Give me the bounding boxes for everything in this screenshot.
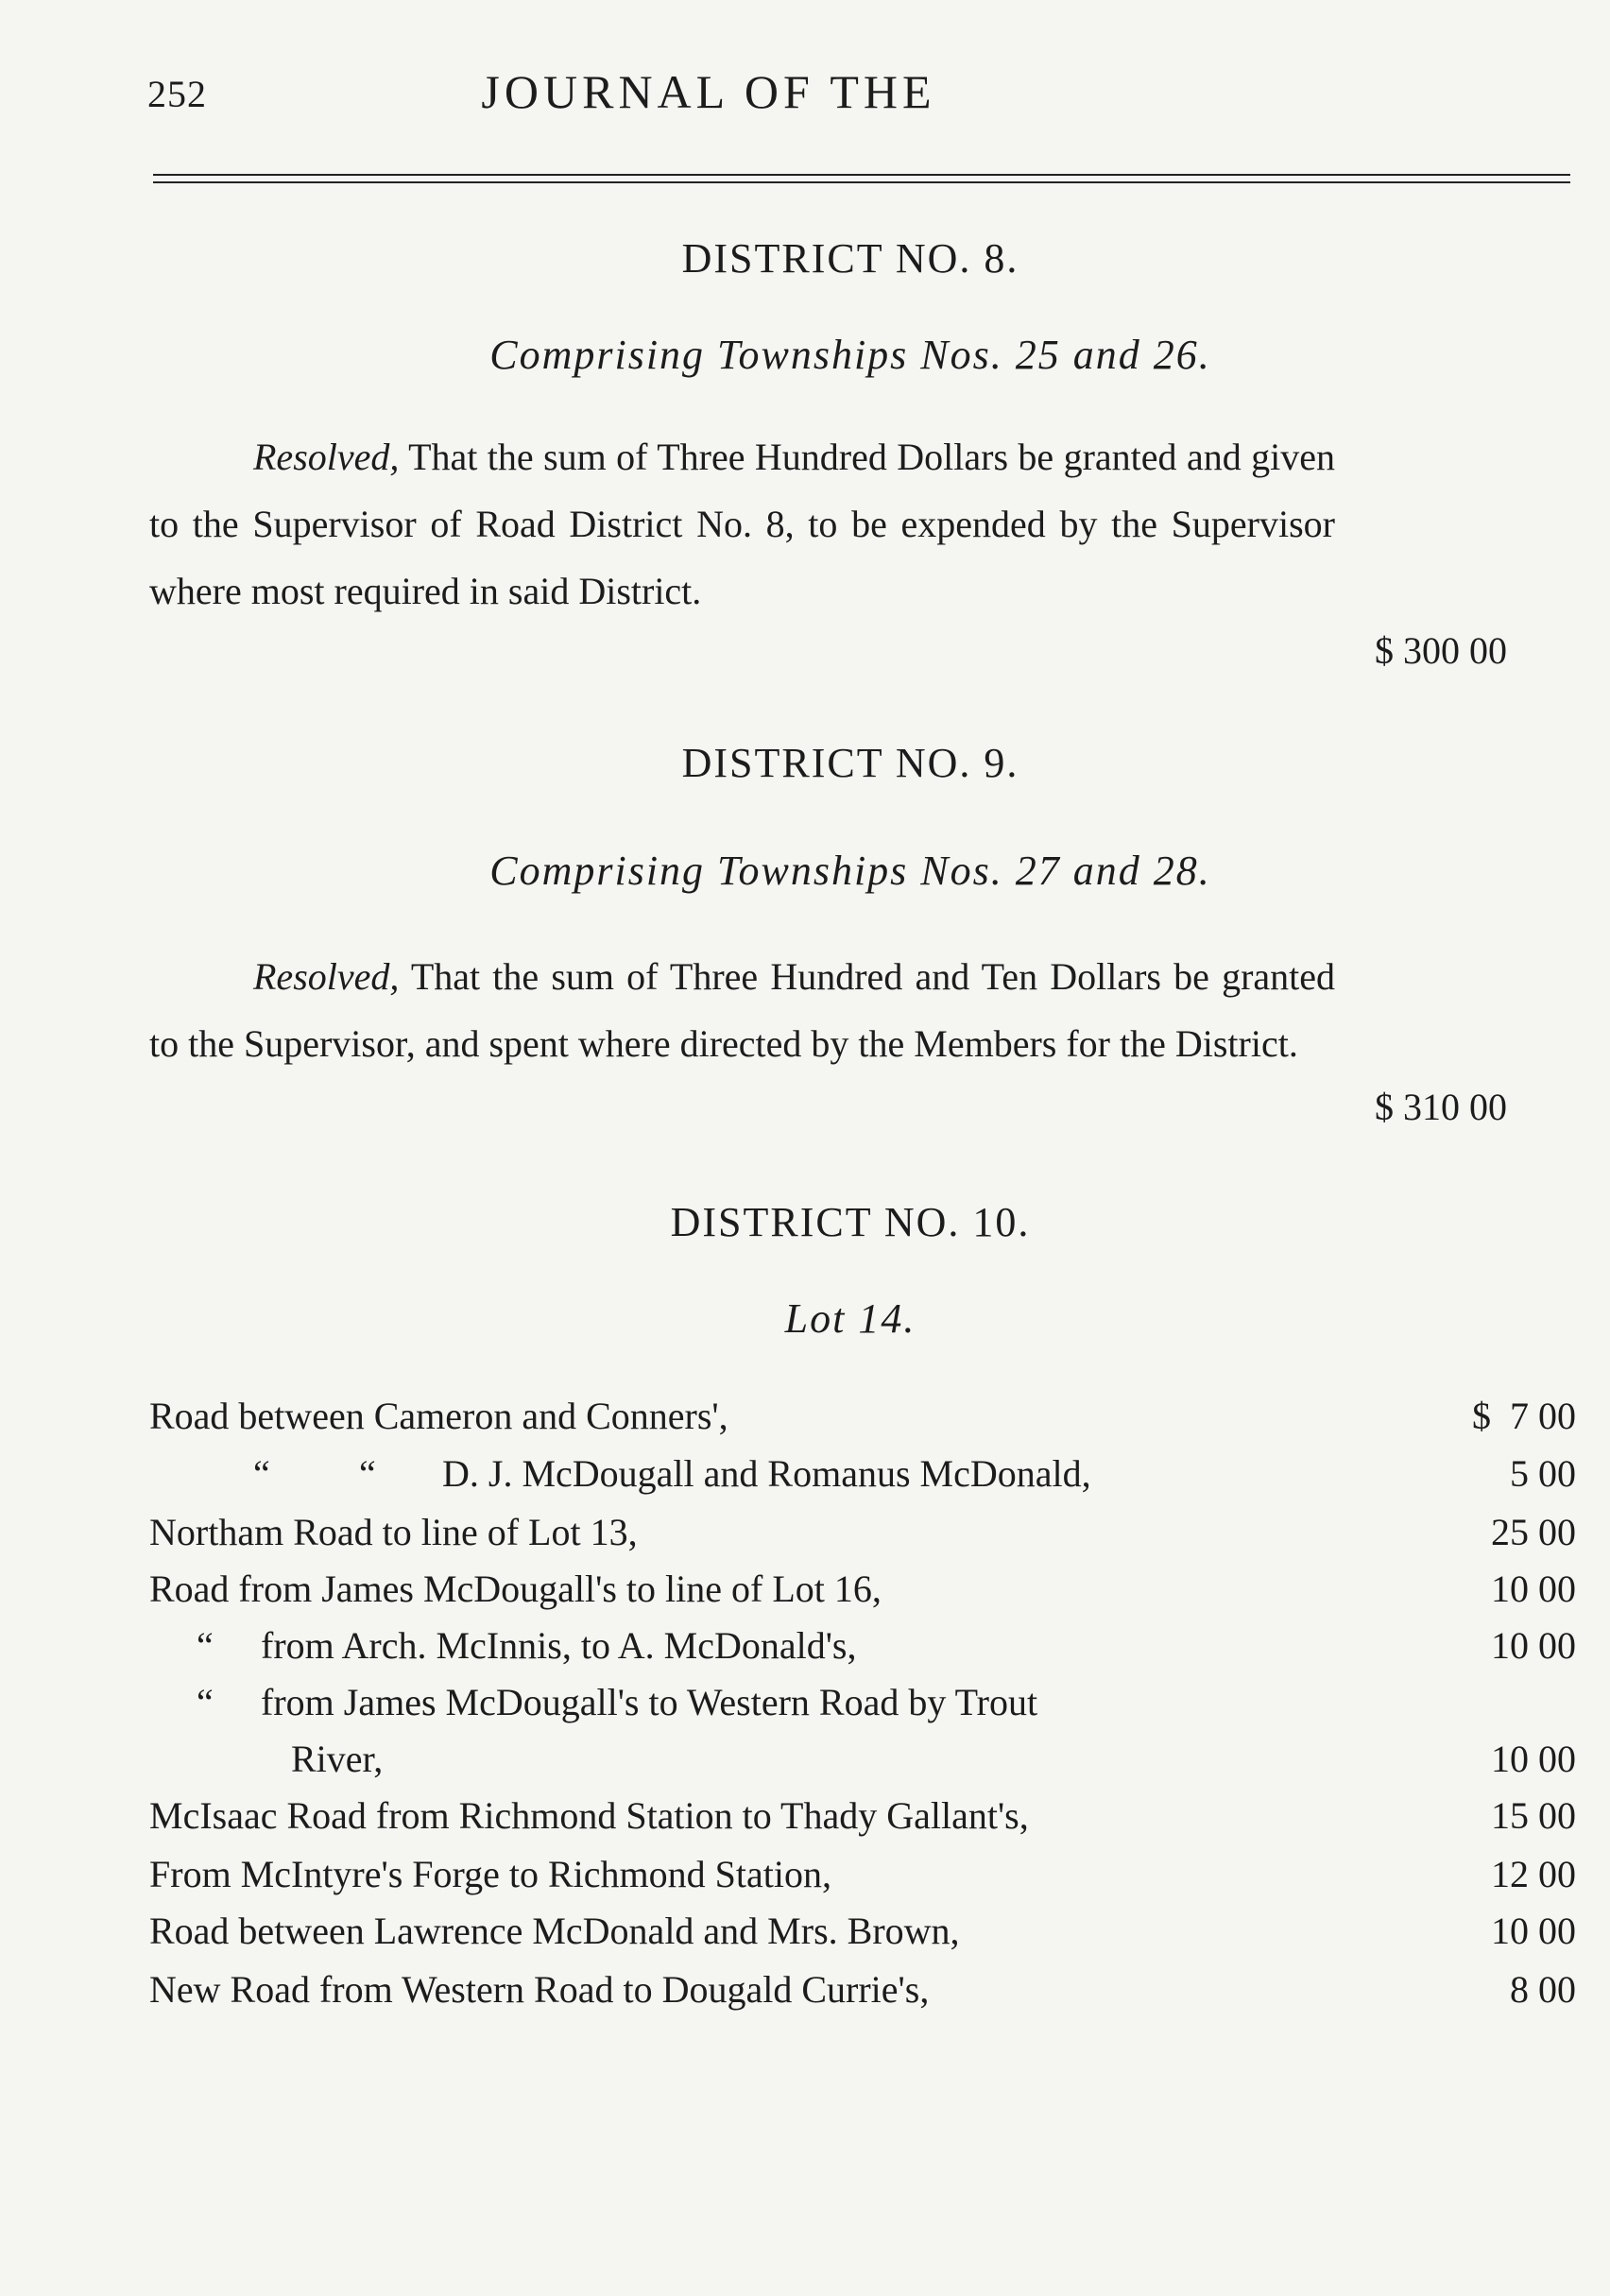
road-item-description: Road between Lawrence McDonald and Mrs. Brown, [149,1910,960,1952]
resolution-text: That the sum of Three Hundred Dollars be granted and given to the Supervisor of Road District No. 8, to be expended by the Supervisor where most required in said District. [149,436,1335,612]
road-item-description: Road from James McDougall's to line of Lot 16, [149,1568,882,1610]
road-item-description: McIsaac Road from Richmond Station to Thady Gallant's, [149,1794,1029,1837]
road-item [149,1909,1576,1965]
district-9-heading: DISTRICT NO. 9. [681,740,1019,786]
road-item-amount: 8 00 [1510,1968,1576,2011]
road-item [149,1852,1576,1909]
header-rule-top [153,174,1570,176]
district-10-heading: DISTRICT NO. 10. [670,1199,1031,1245]
road-item-description: from James McDougall's to Western Road by Trout [261,1681,1038,1723]
road-item-amount: 10 00 [1491,1568,1576,1610]
road-item [149,1451,1576,1508]
ditto-mark: “ [197,1624,214,1667]
road-item [149,1394,1576,1450]
ditto-mark: “ [253,1452,270,1495]
road-item-description: River, [291,1738,384,1780]
road-item-amount: 10 00 [1491,1738,1576,1780]
district-8-heading: DISTRICT NO. 8. [681,235,1019,282]
district-8-subheading: Comprising Townships Nos. 25 and 26. [489,332,1211,378]
road-item-amount: 5 00 [1510,1452,1576,1495]
road-item-amount: $ 7 00 [1472,1395,1576,1437]
road-item-description: Northam Road to line of Lot 13, [149,1511,638,1553]
district-9-resolution [149,943,1335,1077]
road-item [149,1680,1576,1737]
ditto-mark: “ [359,1452,376,1495]
resolution-text: That the sum of Three Hundred and Ten Dollars be granted to the Supervisor, and spent where directed by the Members for the District. [149,955,1336,1065]
road-item-amount: 10 00 [1491,1910,1576,1952]
resolved-lead: Resolved, [253,436,400,478]
road-item-description: From McIntyre's Forge to Richmond Station, [149,1853,831,1895]
road-item-amount: 25 00 [1491,1511,1576,1553]
page-number: 252 [147,73,207,115]
header-rule-bottom [153,181,1570,183]
district-9-amount: $ 310 00 [1375,1086,1507,1128]
road-item-amount: 10 00 [1491,1624,1576,1667]
road-item [149,1737,1576,1793]
road-item [149,1567,1576,1623]
district-8-resolution [149,423,1335,625]
running-head [142,57,1568,123]
road-item [149,1510,1576,1567]
district-9-subheading: Comprising Townships Nos. 27 and 28. [489,848,1211,894]
district-8-amount: $ 300 00 [1375,629,1507,672]
ditto-mark: “ [197,1681,214,1723]
road-item-description: Road between Cameron and Conners', [149,1395,728,1437]
road-item-amount: 15 00 [1491,1794,1576,1837]
resolved-lead: Resolved, [253,955,400,998]
district-10-subheading: Lot 14. [784,1295,916,1342]
road-item-description: from Arch. McInnis, to A. McDonald's, [261,1624,857,1667]
road-item-description: New Road from Western Road to Dougald Currie's, [149,1968,930,2011]
road-item [149,1967,1576,2024]
road-item [149,1623,1576,1680]
road-item-amount: 12 00 [1491,1853,1576,1895]
journal-title: JOURNAL OF THE [481,65,936,118]
road-item [149,1793,1576,1850]
road-item-description: D. J. McDougall and Romanus McDonald, [442,1452,1091,1495]
